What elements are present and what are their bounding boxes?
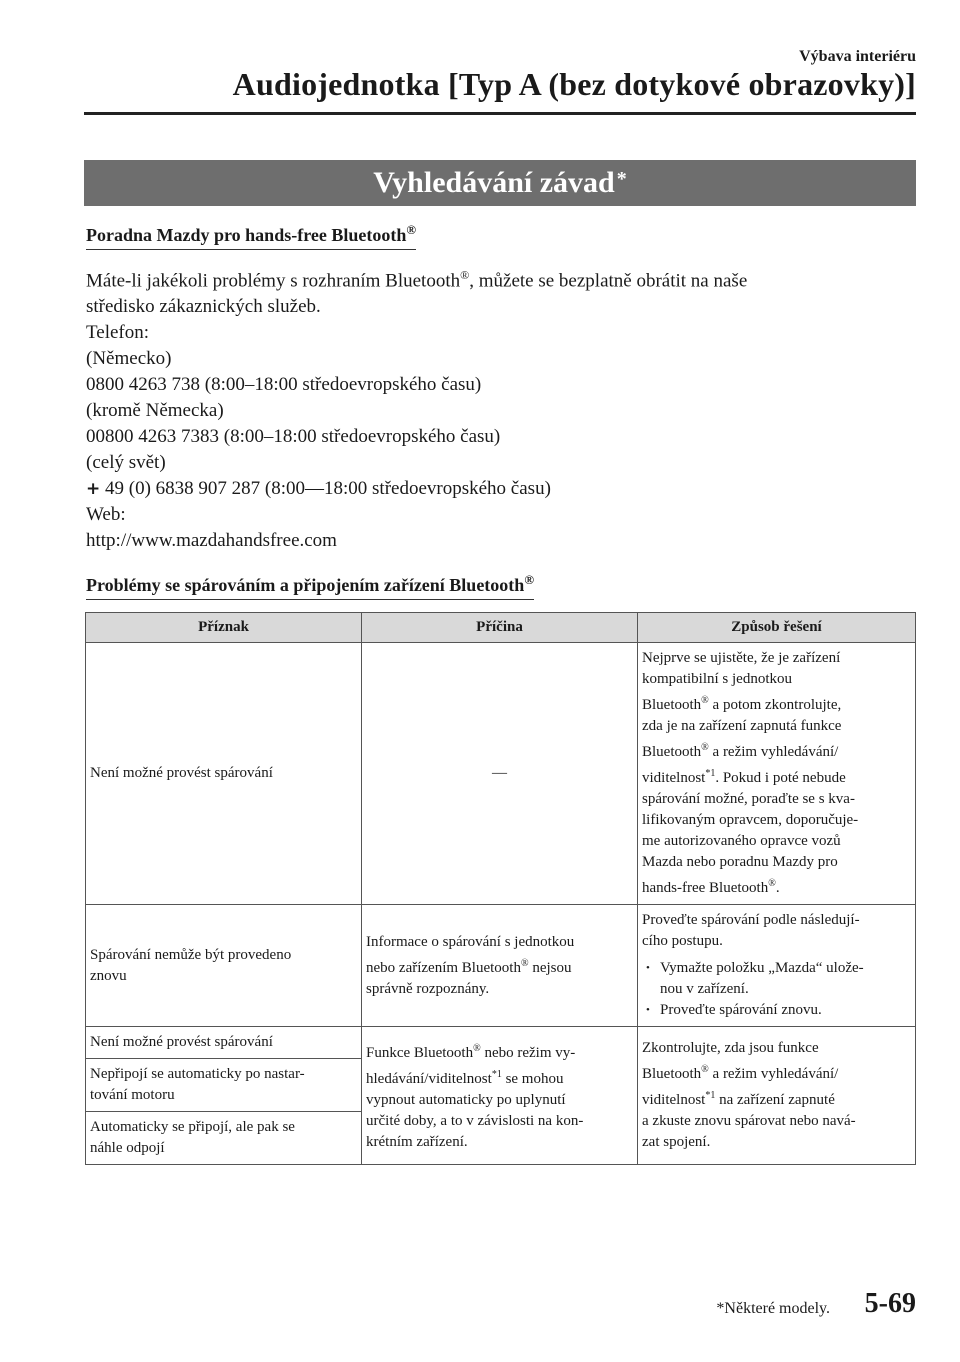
registered-mark: ® (406, 222, 417, 237)
pairing-heading (86, 572, 534, 600)
cause-text: Funkce Bluetooth® nebo režim vy- hledávání/viditelnost$^{*1}$ se mohou vypnout automaticky po uplynutí určité doby, a to v závislosti na kon- krétním zařízení. (366, 1043, 584, 1150)
table-row (86, 905, 916, 1027)
web-url[interactable]: http://www.mazdahandsfree.com (86, 530, 337, 552)
table-row (86, 1027, 916, 1059)
symptom-cell (86, 1112, 362, 1165)
intro-line (86, 262, 916, 294)
pairing-heading-text: Problémy se spárováním a připojením zařízení Bluetooth (86, 575, 525, 595)
cause-text: Informace o spárování s jednotkou nebo zařízením Bluetooth® nejsou správně rozpoznány. (366, 933, 575, 997)
registered-mark: ® (524, 572, 535, 587)
helpdesk-body (86, 262, 916, 554)
header-symptom: Příznak (86, 613, 362, 643)
cause-cell (362, 643, 638, 905)
solution-cell (638, 1027, 916, 1165)
web-label: Web: (86, 504, 126, 526)
solution-intro: Proveďte spárování podle následují- cího postupu. (642, 912, 860, 949)
model-footnote-mark: * (616, 167, 627, 190)
symptom-text: Nepřipojí se automaticky po nastar- tování motoru (90, 1066, 305, 1103)
region-outside-germany: (kromě Německa) (86, 400, 224, 422)
phone-world (86, 476, 916, 502)
solution-steps (642, 958, 911, 1021)
symptom-cell (86, 643, 362, 905)
troubleshooting-table (85, 612, 916, 1165)
phone-label: Telefon: (86, 322, 150, 344)
chapter-title: Audiojednotka [Typ A (bez dotykové obrazovky)] (232, 66, 916, 102)
region-world: (celý svět) (86, 452, 166, 474)
phone-world-number: 49 (0) 6838 907 287 (8:00—18:00 středoevropského času) (100, 478, 551, 500)
header-cause: Příčina (362, 613, 638, 643)
intro-line-2: středisko zákaznických služeb. (86, 296, 321, 318)
intro-text-a: Máte-li jakékoli problémy s rozhraním Bluetooth (86, 270, 461, 292)
registered-mark: ® (460, 268, 470, 282)
intro-text-b: , můžete se bezplatně obrátit na naše (469, 270, 748, 292)
solution-cell (638, 643, 916, 905)
cause-cell (362, 1027, 638, 1165)
cause-text: — (492, 765, 507, 781)
table-row (86, 643, 916, 905)
solution-text: Zkontrolujte, zda jsou funkce Bluetooth® a režim vyhledávání/ viditelnost$^{*1}$ na zařízení zapnuté a zkuste znovu spárovat nebo navá- zat spojení. (642, 1040, 856, 1150)
helpdesk-heading (86, 222, 416, 250)
solution-cell (638, 905, 916, 1027)
symptom-text: Není možné provést spárování (90, 765, 273, 781)
helpdesk-heading-text: Poradna Mazdy pro hands-free Bluetooth (86, 225, 407, 245)
region-germany: (Německo) (86, 348, 172, 370)
page-title-banner (84, 160, 916, 206)
header-solution: Způsob řešení (638, 613, 916, 643)
page-title: Vyhledávání závad (373, 166, 615, 199)
symptom-cell (86, 1027, 362, 1059)
symptom-cell (86, 905, 362, 1027)
symptom-text: Automaticky se připojí, ale pak se náhle odpojí (90, 1119, 295, 1156)
table-header-row (86, 613, 916, 643)
solution-text: Nejprve se ujistěte, že je zařízení kompatibilní s jednotkou Bluetooth® a potom zkontrolujte, zda je na zařízení zapnutá funkce Bluetooth® a režim vyhledávání/ viditelnost$^{*1}$. Pokud i poté nebude spárování možné, poraďte se s kva- lifikovaným opravcem, doporučuje- me autorizovaného opravce vozů Mazda nebo poradnu Mazdy pro hands-free Bluetooth®. (642, 650, 859, 896)
footnote: *Některé modely. (716, 1300, 830, 1317)
section-label: Výbava interiéru (799, 48, 916, 65)
symptom-text: Není možné provést spárování (90, 1034, 273, 1050)
symptom-text: Spárování nemůže být provedeno znovu (90, 946, 292, 984)
phone-germany: 0800 4263 738 (8:00–18:00 středoevropského času) (86, 374, 482, 396)
list-item: • Vymažte položku „Mazda“ ulože- nou v zařízení. (642, 958, 911, 1000)
cause-cell (362, 905, 638, 1027)
symptom-cell (86, 1059, 362, 1112)
page-number: 5-69 (864, 1288, 916, 1319)
plus-icon: + (86, 479, 101, 500)
list-item: • Proveďte spárování znovu. (642, 1000, 911, 1021)
phone-outside-germany: 00800 4263 7383 (8:00–18:00 středoevropského času) (86, 426, 501, 448)
header-divider (84, 112, 916, 115)
